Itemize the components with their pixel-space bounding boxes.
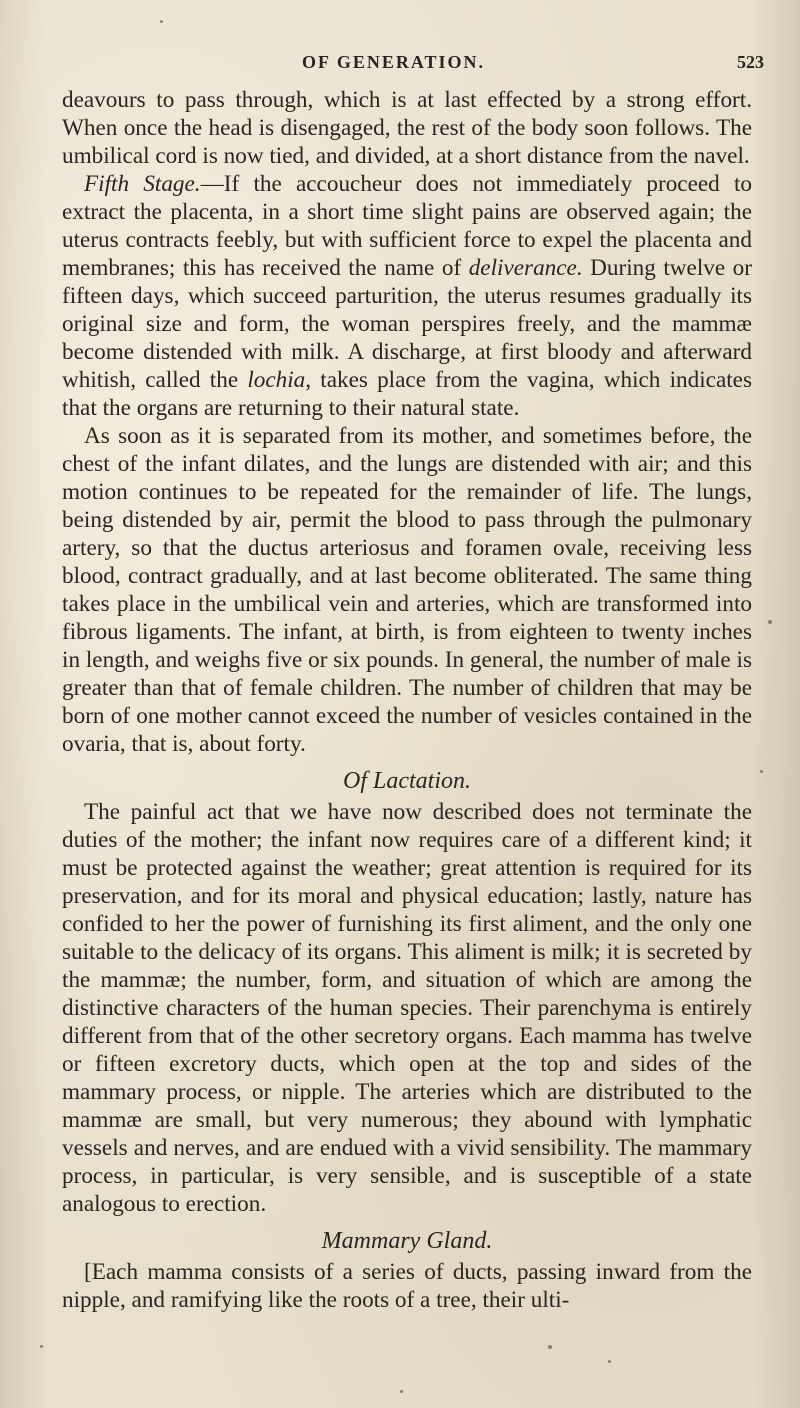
- paper-speck: [40, 1345, 43, 1348]
- paragraph-continuation: deavours to pass through, which is at last effected by a strong effort. When once the head is disengaged, the rest of the body soon follows. The umbilical cord is now tied, and divided, at a short distance from the navel.: [62, 87, 752, 169]
- paragraph-mammary-gland: [Each mamma consists of a series of ducts, passing inward from the nipple, and ramifying like the roots of a tree, their ulti-: [62, 1259, 752, 1313]
- running-title: OF GENERATION.: [302, 52, 486, 72]
- running-head: [62, 50, 764, 86]
- fifth-stage-lead: Fifth Stage.: [84, 171, 201, 197]
- paper-speck: [608, 1360, 611, 1363]
- paper-speck: [768, 620, 772, 624]
- paragraph-infant-lungs: As soon as it is separated from its mother, and sometimes before, the chest of the infant dilates, and the lungs are distended with air; and this motion continues to be repeated for the remainder of life. The lungs, being distended by air, permit the blood to pass through the pulmonary artery, so that the ductus arteriosus and foramen ovale, receiving less blood, contract gradually, and at last become obliterated. The same thing takes place in the umbilical vein and arteries, which are transformed into fibrous ligaments. The infant, at birth, is from eighteen to twenty inches in length, and weighs five or six pounds. In general, the number of male is greater than that of female children. The number of children that may be born of one mother cannot exceed the number of vesicles contained in the ovaria, that is, about forty.: [62, 423, 752, 757]
- term-deliverance: deliverance.: [468, 255, 583, 281]
- heading-mammary-gland: Mammary Gland.: [321, 1228, 493, 1254]
- fifth-stage-text-a: —If the accoucheur does not immediately proceed to extract the placenta, in a short time slight pains are observed again; the uterus contracts feebly, but with sufficient force to expel the placenta and membranes; this has received the name of: [62, 171, 752, 281]
- paper-speck: [760, 770, 763, 773]
- paragraph-lactation: The painful act that we have now described does not terminate the duties of the mother; the infant now requires care of a different kind; it must be protected against the weather; great attention is required for its preservation, and for its moral and physical education; lastly, nature has confided to her the power of furnishing its first aliment, and the only one suitable to the delicacy of its organs. This aliment is milk; it is secreted by the mammæ; the number, form, and situation of which are among the distinctive characters of the human species. Their parenchyma is entirely different from that of the other secretory organs. Each mamma has twelve or fifteen excretory ducts, which open at the top and sides of the mammary process, or nipple. The arteries which are distributed to the mammæ are small, but very numerous; they abound with lymphatic vessels and nerves, and are endued with a vivid sensibility. The mammary process, in particular, is very sensible, and is susceptible of a state analogous to erection.: [62, 799, 752, 1217]
- page-number: 523: [737, 52, 764, 72]
- fifth-stage-text-c: , takes place from the vagina, which indicates that the organs are returning to their natural state.: [62, 367, 752, 421]
- body-text: [62, 86, 752, 1314]
- term-lochia: lochia: [247, 367, 306, 393]
- paper-speck: [548, 1345, 552, 1349]
- heading-of-lactation: Of Lactation.: [342, 768, 471, 794]
- fifth-stage-text-b: During twelve or fifteen days, which succeed parturition, the uterus resumes gradually its original size and form, the woman perspires freely, and the mammæ become distended with milk. A discharge, at first bloody and afterward whitish, called the: [62, 255, 752, 393]
- paper-speck: [400, 1390, 403, 1393]
- paper-speck: [160, 20, 163, 23]
- paragraph-fifth-stage: [62, 170, 752, 422]
- book-page: [62, 50, 764, 1314]
